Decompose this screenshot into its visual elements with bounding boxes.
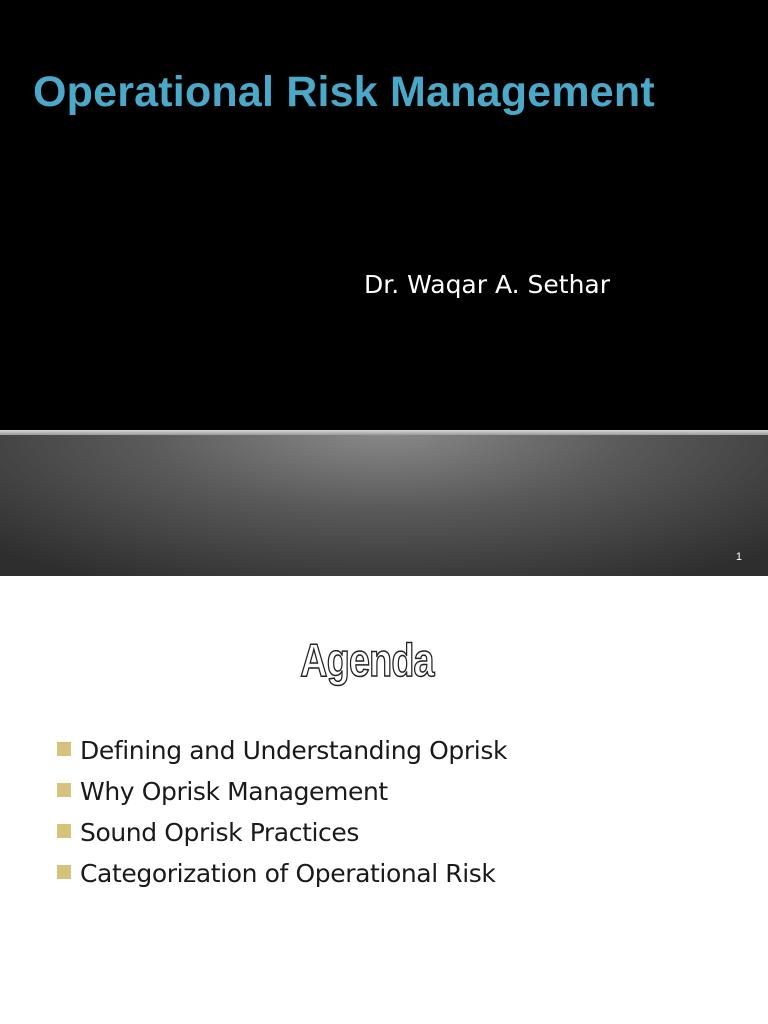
- slide-title: Operational Risk Management: [33, 68, 655, 116]
- agenda-item: [57, 859, 507, 900]
- agenda-item: [57, 818, 507, 859]
- square-bullet-icon: [57, 824, 71, 838]
- agenda-item-label: Sound Oprisk Practices: [80, 818, 359, 847]
- agenda-title: Agenda: [300, 634, 434, 686]
- agenda-list: [57, 736, 507, 900]
- footer-band: [0, 430, 768, 576]
- slide-number: 1: [735, 551, 742, 563]
- agenda-item-label: Categorization of Operational Risk: [80, 859, 496, 888]
- square-bullet-icon: [57, 742, 71, 756]
- agenda-item: [57, 736, 507, 777]
- square-bullet-icon: [57, 783, 71, 797]
- square-bullet-icon: [57, 865, 71, 879]
- agenda-slide: [0, 576, 768, 1024]
- agenda-item-label: Defining and Understanding Oprisk: [80, 736, 508, 765]
- agenda-item-label: Why Oprisk Management: [80, 777, 388, 806]
- agenda-item: [57, 777, 507, 818]
- slide-subtitle-author: Dr. Waqar A. Sethar: [364, 270, 611, 299]
- footer-band-divider: [0, 430, 768, 435]
